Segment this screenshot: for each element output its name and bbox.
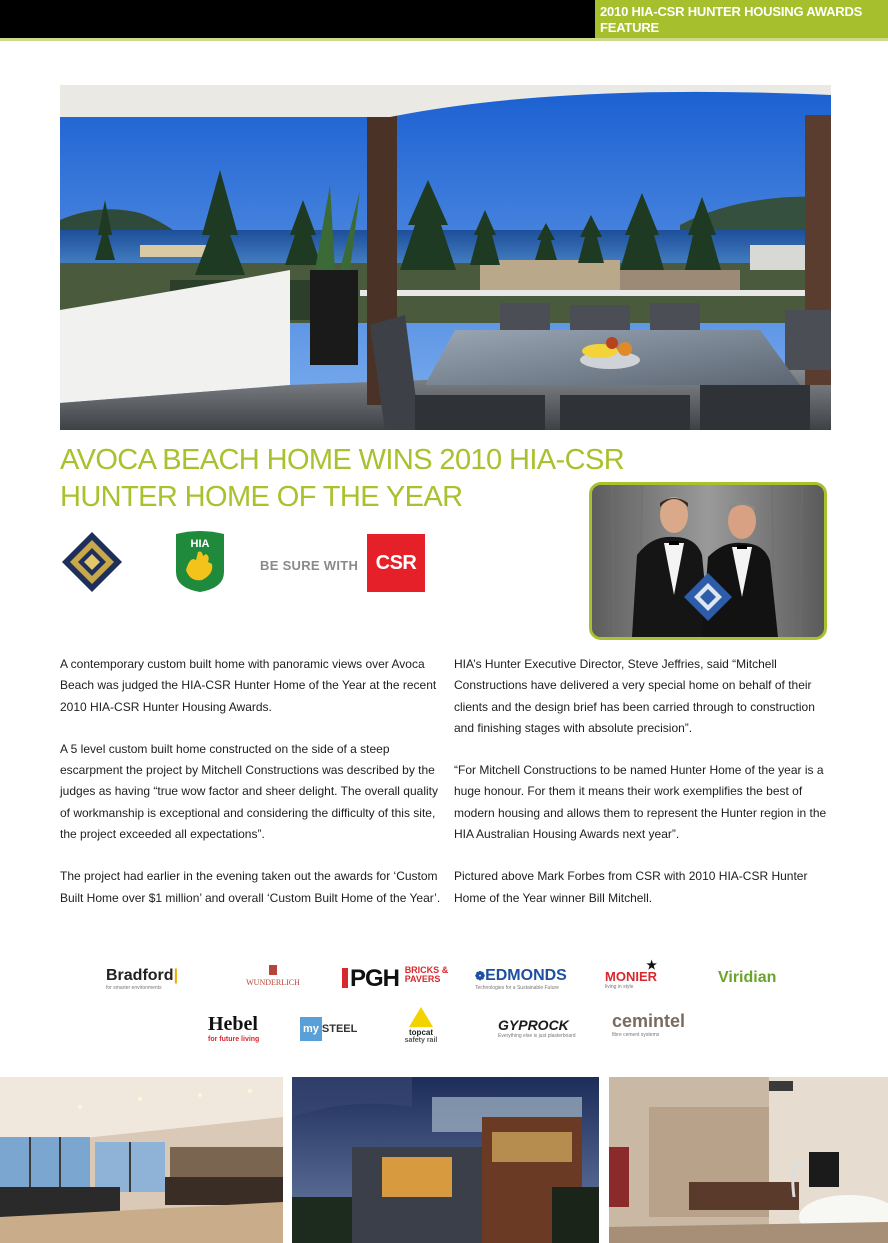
article-headline (60, 442, 640, 516)
left-paragraph-2: A 5 level custom built home constructed on the side of a steep escarpment the project by Mitchell Constructions was described by the judges as having “true wow factor and sheer delight. The overall quality of workmanship is exceptional and considering the difficulty of this site, the project exceeded all expectations”. (60, 741, 438, 842)
sponsor-wunderlich-name: WUNDERLICH (246, 978, 300, 987)
wunderlich-crest-icon (269, 965, 277, 975)
headline-line-2: HUNTER HOME OF THE YEAR (60, 481, 463, 513)
pgh-bar-icon (342, 968, 348, 988)
pgh-tagline-2: PAVERS (404, 974, 441, 984)
hia-logo-text: HIA (190, 538, 210, 550)
sponsor-cemintel (612, 1011, 685, 1038)
sponsor-topcat-name: topcat (409, 1028, 433, 1037)
sponsor-mysteel-steel: STEEL (321, 1023, 358, 1035)
monier-cat-icon: ★ (646, 958, 657, 972)
topcat-triangle-icon (409, 1007, 433, 1027)
article-column-left (60, 654, 444, 930)
sponsor-gyprock (498, 1017, 576, 1039)
sponsor-wunderlich (240, 965, 306, 987)
sponsor-topcat-tagline: safety rail (404, 1037, 438, 1044)
sponsor-hebel-tagline: for future living (208, 1036, 260, 1043)
sponsor-logos (90, 955, 810, 1055)
winners-photo (589, 482, 827, 640)
sponsor-hebel-name: Hebel (208, 1013, 258, 1035)
sponsor-monier-name: MONIER (605, 969, 657, 984)
section-tag-line2: FEATURE (600, 20, 660, 35)
edmonds-swirl-icon: ❁ (475, 969, 486, 983)
sponsor-mysteel-my: my (300, 1017, 322, 1041)
exterior-night-image (292, 1077, 599, 1243)
sponsor-edmonds-name: EDMONDS (485, 967, 567, 984)
hia-logo (172, 530, 228, 594)
csr-logo: CSR (367, 534, 425, 592)
sponsor-viridian (718, 969, 776, 987)
interior-living-photo (0, 1077, 283, 1243)
award-logos (60, 528, 440, 598)
left-paragraph-1: A contemporary custom built home with panoramic views over Avoca Beach was judged the HIA-CSR Hunter Home of the Year at the recent 2010 HIA-CSR Hunter Housing Awards. (60, 657, 437, 714)
sponsor-pgh (342, 965, 448, 993)
winners-photo-image (592, 485, 824, 637)
be-sure-with-text: BE SURE WITH (260, 558, 359, 573)
right-paragraph-2: “For Mitchell Constructions to be named Hunter Home of the year is a huge honour. For them it means their work exemplifies the best of modern housing and allows them to represent the Hunter region in the HIA Australian Housing Awards next year”. (454, 763, 827, 842)
bathroom-photo (609, 1077, 888, 1243)
section-tag (595, 0, 888, 38)
section-tag-line1: 2010 HIA-CSR HUNTER HOUSING AWARDS (600, 4, 863, 19)
sponsor-gyprock-tagline: Everything else is just plasterboard (498, 1033, 576, 1039)
sponsor-cemintel-tagline: fibre cement systems (612, 1032, 660, 1038)
headline-line-1: AVOCA BEACH HOME WINS 2010 HIA-CSR (60, 444, 625, 476)
sponsor-cemintel-name: cemintel (612, 1011, 686, 1031)
left-paragraph-3: The project had earlier in the evening taken out the awards for ‘Custom Built Home over $1 million’ and overall ‘Custom Built Home of the Year’. (60, 869, 441, 905)
sponsor-bradford-tagline: for smarter environments (106, 985, 162, 991)
right-paragraph-1: HIA’s Hunter Executive Director, Steve Jeffries, said “Mitchell Constructions have delivered a very special home on behalf of their clients and the design brief has been carried through to construction and finishing stages with absolute precision”. (454, 657, 815, 735)
sponsor-pgh-name: PGH (350, 965, 400, 992)
pgh-tagline-1: BRICKS & (404, 965, 449, 975)
sponsor-edmonds-tagline: Technologies for a Sustainable Future (475, 985, 559, 991)
interior-living-image (0, 1077, 283, 1243)
sponsor-topcat (404, 1007, 438, 1045)
hero-balcony-image (60, 85, 831, 430)
sponsor-viridian-name: Viridian (718, 969, 777, 986)
hero-photo (60, 85, 831, 430)
sponsor-bradford-name: Bradford (106, 967, 174, 984)
sponsor-monier-tagline: living in style (605, 984, 634, 990)
header-divider (0, 38, 888, 41)
bathroom-image (609, 1077, 888, 1243)
sponsor-hebel (208, 1013, 259, 1044)
sponsor-bradford: Bradford| for smarter environments (106, 967, 179, 991)
article-column-right (454, 654, 838, 930)
sponsor-monier (605, 958, 657, 990)
exterior-night-photo (292, 1077, 599, 1243)
sponsor-gyprock-name: GYPROCK (498, 1017, 569, 1033)
sponsor-mysteel (300, 1017, 357, 1041)
housing-awards-diamond-logo (60, 530, 124, 594)
right-paragraph-3: Pictured above Mark Forbes from CSR with 2010 HIA-CSR Hunter Home of the Year winner Bill Mitchell. (454, 869, 808, 905)
sponsor-edmonds (475, 967, 567, 991)
